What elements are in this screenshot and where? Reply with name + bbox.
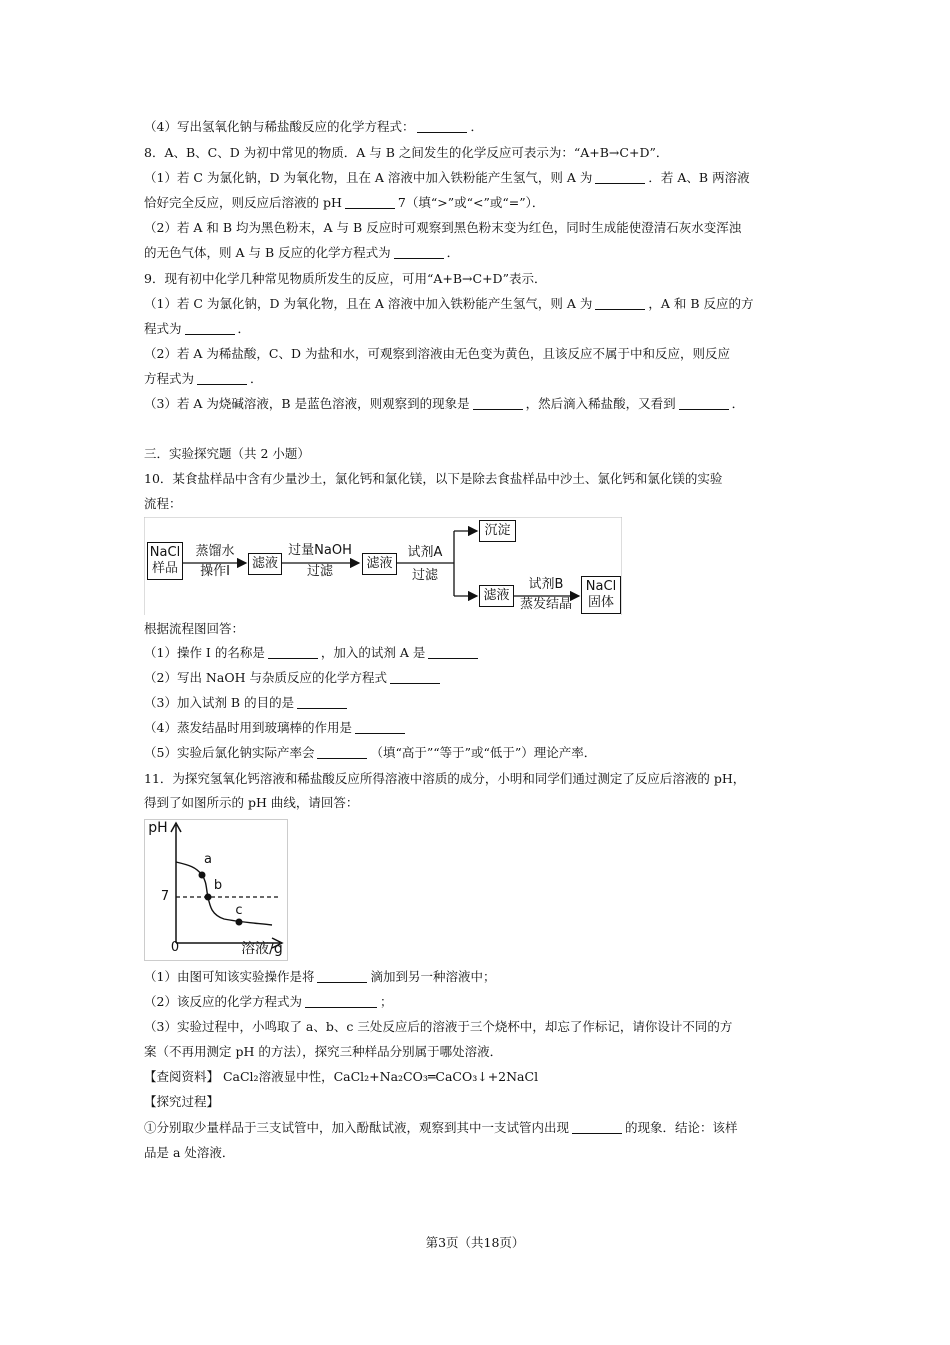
text: 的现象．结论：该样: [625, 1120, 738, 1135]
text: 程式为: [144, 321, 182, 336]
text: 方程式为: [144, 371, 195, 386]
text: （5）实验后氯化钠实际产率会: [144, 745, 315, 760]
text: ，A 和 B 反应的方: [648, 296, 754, 311]
q8-2-cont: 的无色气体，则 A 与 B 反应的化学方程式为 ．: [144, 245, 460, 260]
flow-filtrate-2: 滤液: [362, 553, 397, 575]
ph-curve: [176, 862, 272, 925]
answer-blank[interactable]: [345, 196, 395, 209]
q10-4: [144, 720, 408, 736]
point-b: [205, 894, 212, 901]
answer-blank[interactable]: [268, 646, 318, 659]
flow-step3-bottom: 过滤: [411, 568, 438, 583]
text: （3）加入试剂 B 的目的是: [144, 695, 295, 710]
q10-stem: 10．某食盐样品中含有少量沙土，氯化钙和氯化镁，以下是除去食盐样品中沙土、氯化钙和氯化镁的实验: [144, 471, 723, 486]
flow-filtrate-1: 滤液: [248, 553, 282, 575]
answer-blank[interactable]: [317, 970, 367, 983]
x-axis-label: 溶液/g: [241, 941, 283, 957]
flow-step2-bottom: 过滤: [306, 564, 333, 579]
q9-2-cont: 方程式为 ．: [144, 371, 263, 386]
q9-stem: 9．现有初中化学几种常见物质所发生的反应，可用“A+B→C+D”表示．: [144, 271, 547, 286]
procedure-heading: 【探究过程】: [144, 1094, 220, 1109]
text: 的无色气体，则 A 与 B 反应的化学方程式为: [144, 245, 391, 260]
q11-stem-cont: 得到了如图所示的 pH 曲线，请回答：: [144, 795, 359, 810]
flow-step1-top: 蒸馏水: [195, 544, 235, 559]
q11-3: （3）实验过程中，小鸣取了 a、b、c 三处反应后的溶液于三个烧杯中，却忘了作标记，请你设计不同的方: [144, 1019, 733, 1034]
text: （1）由图可知该实验操作是将: [144, 969, 315, 984]
q11-2: [144, 994, 392, 1010]
answer-blank[interactable]: [679, 397, 729, 410]
answer-blank[interactable]: [305, 995, 377, 1008]
text: ，加入的试剂 A 是: [320, 645, 426, 660]
flow-step4-top: 试剂B: [528, 577, 564, 592]
answer-blank[interactable]: [317, 746, 367, 759]
point-a: [199, 872, 206, 879]
q11-stem: 11．为探究氢氧化钙溶液和稀盐酸反应所得溶液中溶质的成分，小明和同学们通过测定了反应后溶液的 pH，: [144, 771, 746, 786]
flow-diagram: [144, 517, 622, 615]
answer-blank[interactable]: [595, 171, 645, 184]
section-heading: 三．实验探究题（共 2 小题）: [144, 446, 310, 461]
flow-step2-top: 过量NaOH: [288, 543, 352, 558]
text: （4）蒸发结晶时用到玻璃棒的作用是: [144, 720, 352, 735]
flow-start-box: NaCl 样品: [147, 542, 183, 580]
q9-3: （3）若 A 为烧碱溶液，B 是蓝色溶液，则观察到的现象是 ，然后滴入稀盐酸，又看到 ．: [144, 396, 745, 411]
q8-stem: 8．A、B、C、D 为初中常见的物质．A 与 B 之间发生的化学反应可表示为：“A+B→C+D”．: [144, 145, 669, 160]
q8-1: [144, 170, 750, 186]
y-axis-label: pH: [148, 820, 168, 836]
q8-1-cont: [144, 195, 544, 211]
flow-step4-bottom: 蒸发结晶: [519, 597, 572, 612]
text: 7（填“>”或“<”或“=”）．: [397, 195, 545, 210]
flow-step1-bottom: 操作Ⅰ: [200, 564, 230, 579]
answer-blank[interactable]: [197, 372, 247, 385]
q9-1: [144, 296, 754, 312]
text: 滴加到另一种溶液中；: [370, 969, 496, 984]
text: （3）若 A 为烧碱溶液，B 是蓝色溶液，则观察到的现象是: [144, 396, 470, 411]
q10-5: [144, 745, 596, 761]
answer-blank[interactable]: [394, 246, 444, 259]
text: ．若 A、B 两溶液: [648, 170, 750, 185]
q10-prompt: 根据流程图回答：: [144, 621, 245, 636]
q11-1: [144, 969, 495, 985]
ph-curve-graph: [144, 819, 288, 961]
text: ；: [379, 994, 393, 1009]
text: （4）写出氢氧化钠与稀盐酸反应的化学方程式：: [144, 119, 415, 134]
answer-blank[interactable]: [473, 397, 523, 410]
q9-2: （2）若 A 为稀盐酸，C、D 为盐和水，可观察到溶液由无色变为黄色，且该反应不属于中和反应，则反应: [144, 346, 730, 361]
answer-blank[interactable]: [572, 1121, 622, 1134]
q9-1-cont: 程式为 ．: [144, 321, 251, 336]
label-c: c: [235, 903, 243, 918]
q11-3-cont: 案（不再用测定 pH 的方法），探究三种样品分别属于哪处溶液．: [144, 1044, 503, 1059]
text: （2）该反应的化学方程式为: [144, 994, 302, 1009]
text: （1）操作 Ⅰ 的名称是: [144, 645, 265, 660]
point-c: [236, 919, 243, 926]
text: （1）若 C 为氯化钠，D 为氧化物，且在 A 溶液中加入铁粉能产生氢气，则 A 为: [144, 170, 593, 185]
answer-blank[interactable]: [185, 322, 235, 335]
reference-info: 【查阅资料】 CaCl₂溶液显中性，CaCl₂+Na₂CO₃═CaCO₃↓+2NaCl: [144, 1069, 539, 1084]
flow-precipitate: 沉淀: [479, 520, 516, 542]
procedure-step-1: [144, 1120, 738, 1136]
text: 恰好完全反应，则反应后溶液的 pH: [144, 195, 342, 210]
text: （1）若 C 为氯化钠，D 为氧化物，且在 A 溶液中加入铁粉能产生氢气，则 A 为: [144, 296, 593, 311]
flow-step3-top: 试剂A: [407, 545, 443, 560]
label-a: a: [204, 852, 212, 867]
text: ①分别取少量样品于三支试管中，加入酚酞试液，观察到其中一支试管内出现: [144, 1120, 570, 1135]
q10-1: [144, 645, 481, 661]
q7-4: （4）写出氢氧化钠与稀盐酸反应的化学方程式： ．: [144, 119, 483, 134]
answer-blank[interactable]: [595, 297, 645, 310]
procedure-step-1-cont: 品是 a 处溶液．: [144, 1145, 235, 1160]
q10-2: [144, 670, 443, 686]
text: ，然后滴入稀盐酸，又看到: [525, 396, 676, 411]
y-tick-7: 7: [160, 889, 170, 904]
origin-label: 0: [170, 940, 180, 955]
page-footer: 第3页（共18页）: [425, 1235, 525, 1250]
text: （2）写出 NaOH 与杂质反应的化学方程式: [144, 670, 387, 685]
answer-blank[interactable]: [355, 721, 405, 734]
q10-3: [144, 695, 350, 711]
answer-blank[interactable]: [297, 696, 347, 709]
text: （填“高于”“等于”或“低于”）理论产率．: [370, 745, 597, 760]
q10-stem-cont: 流程：: [144, 496, 182, 511]
answer-blank[interactable]: [417, 120, 467, 133]
flow-end-box: NaCl 固体: [581, 576, 621, 614]
q8-2: （2）若 A 和 B 均为黑色粉末，A 与 B 反应时可观察到黑色粉末变为红色，同时生成能使澄清石灰水变浑浊: [144, 220, 742, 235]
answer-blank[interactable]: [428, 646, 478, 659]
flow-filtrate-3: 滤液: [479, 585, 514, 607]
label-b: b: [213, 878, 223, 893]
answer-blank[interactable]: [390, 671, 440, 684]
